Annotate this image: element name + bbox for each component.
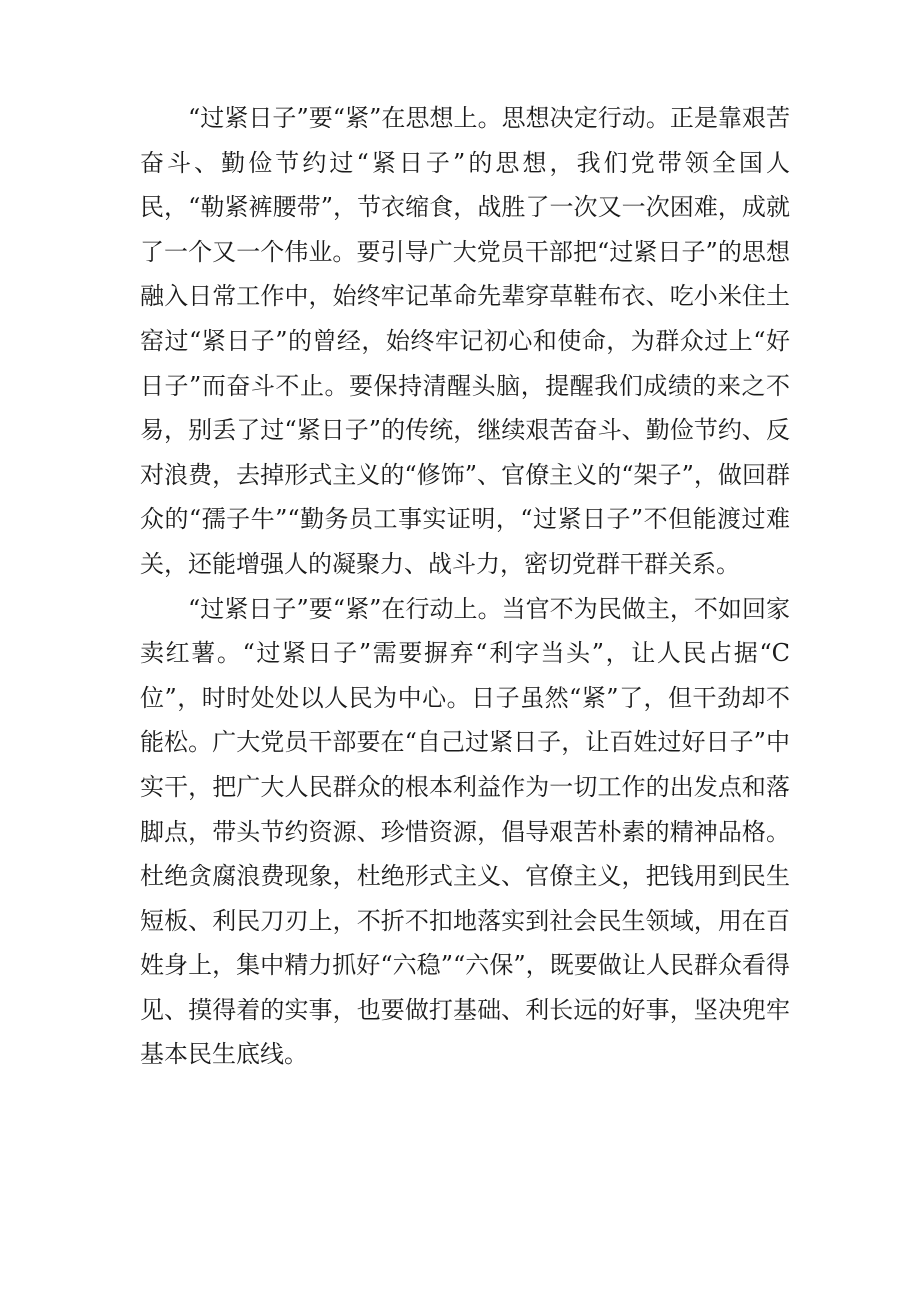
paragraph-thought: “过紧日子”要“紧”在思想上。思想决定行动。正是靠艰苦奋斗、勤俭节约过“紧日子”的思想，我们党带领全国人民，“勒紧裤腰带”，节衣缩食，战胜了一次又一次困难，成就了一个又一个伟业。要引导广大党员干部把“过紧日子”的思想融入日常工作中，始终牢记革命先辈穿草鞋布衣、吃小米住土窑过“紧日子”的曾经，始终牢记初心和使命，为群众过上“好日子”而奋斗不止。要保持清醒头脑，提醒我们成绩的来之不易，别丢了过“紧日子”的传统，继续艰苦奋斗、勤俭节约、反对浪费，去掉形式主义的“修饰”、官僚主义的“架子”，做回群众的“孺子牛”“勤务员工事实证明，“过紧日子”不但能渡过难关，还能增强人的凝聚力、战斗力，密切党群干群关系。: [140, 104, 790, 578]
document-body: [140, 96, 790, 1077]
paragraph-action: “过紧日子”要“紧”在行动上。当官不为民做主，不如回家卖红薯。“过紧日子”需要摒弃“利字当头”，让人民占据“C位”，时时处处以人民为中心。日子虽然“紧”了，但干劲却不能松。广大党员干部要在“自己过紧日子，让百姓过好日子”中实干，把广大人民群众的根本利益作为一切工作的出发点和落脚点，带头节约资源、珍惜资源，倡导艰苦朴素的精神品格。杜绝贪腐浪费现象，杜绝形式主义、官僚主义，把钱用到民生短板、利民刀刃上，不折不扣地落实到社会民生领域，用在百姓身上，集中精力抓好“六稳”“六保”，既要做让人民群众看得见、摸得着的实事，也要做打基础、利长远的好事，坚决兜牢基本民生底线。: [140, 594, 790, 1069]
